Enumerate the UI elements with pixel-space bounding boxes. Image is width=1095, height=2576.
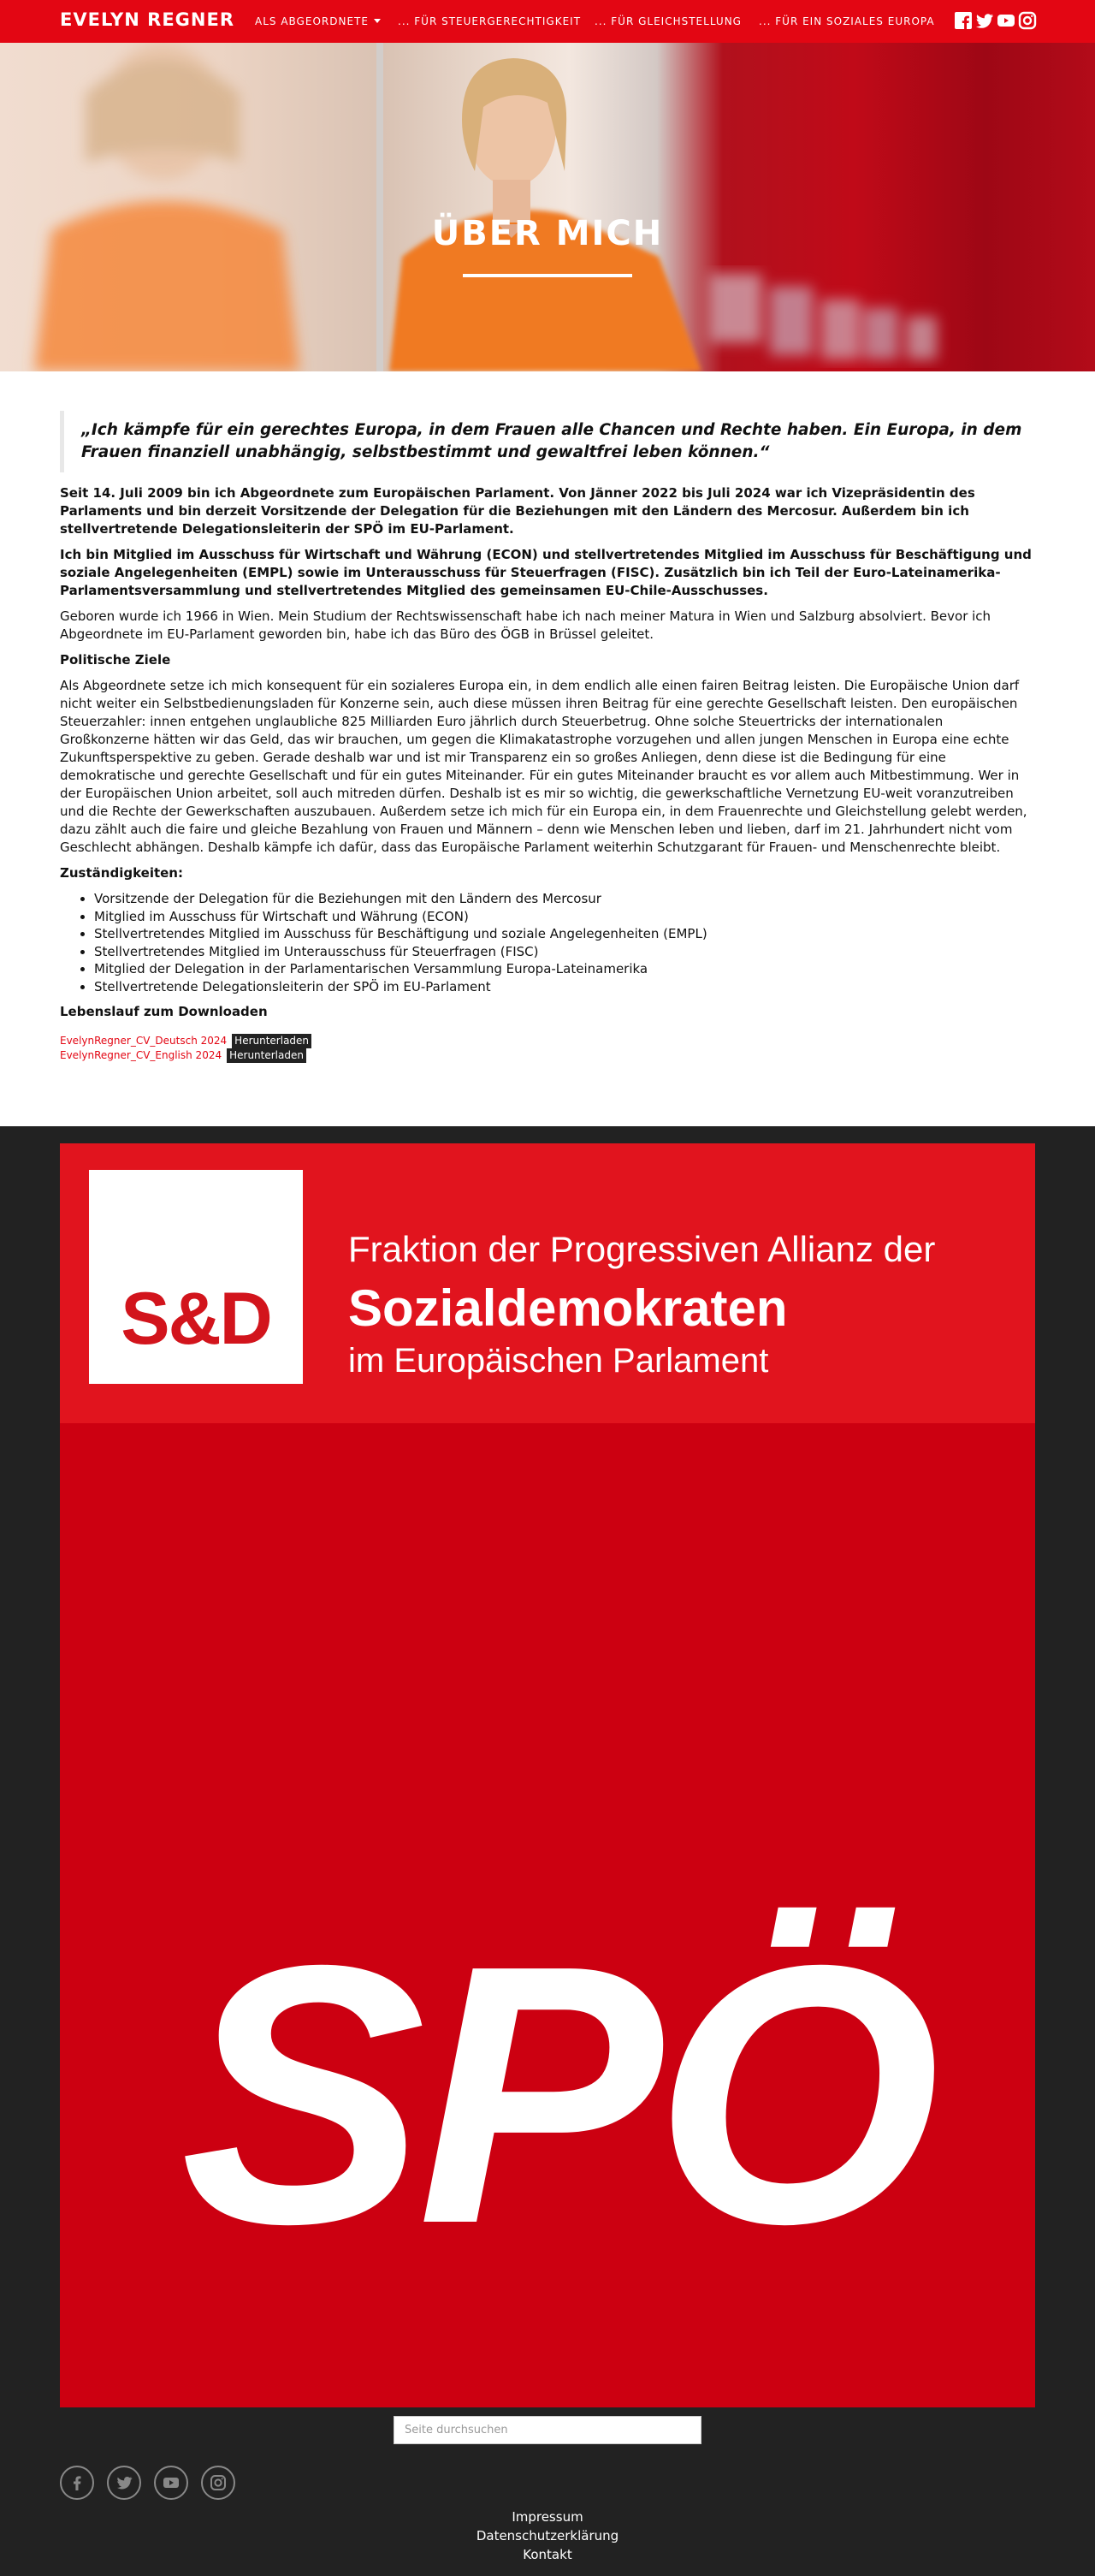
footer-link-label[interactable]: Kontakt (523, 2547, 572, 2562)
site-brand[interactable]: EVELYN REGNER (60, 9, 234, 30)
nav-item-gleichstellung[interactable]: ... FÜR GLEICHSTELLUNG (595, 15, 742, 27)
bio-paragraph-committees: Ich bin Mitglied im Ausschuss für Wirtschaft und Währung (ECON) und stellvertretendes Mitglied im Ausschuss für Beschäftigung und soziale Angelegenheiten (EMPL) sowie im Unterausschuss für Steuerfragen (FISC). Zusätzlich bin ich Teil der Euro-Lateinamerika-Parlamentsversammlung und stellvertretendes Mitglied des gemeinsamen EU-Chile-Ausschusses. (60, 547, 1032, 598)
instagram-icon[interactable] (1018, 11, 1037, 30)
hero-banner (0, 43, 1095, 371)
nav-item-soziales-europa[interactable]: ... FÜR EIN SOZIALES EUROPA (759, 15, 935, 27)
footer-link-kontakt[interactable] (0, 2547, 1095, 2562)
twitter-icon (115, 2474, 133, 2491)
download-row (60, 1034, 1035, 1048)
youtube-icon[interactable] (997, 11, 1015, 30)
search-input[interactable] (394, 2416, 701, 2444)
cv-file-link-english[interactable]: EvelynRegner_CV_English 2024 (60, 1049, 222, 1061)
spo-logo-mark: SPÖ (180, 1890, 932, 2300)
footer-twitter-button[interactable] (107, 2466, 141, 2500)
cv-file-link-deutsch[interactable]: EvelynRegner_CV_Deutsch 2024 (60, 1035, 228, 1047)
nav-item-als-abgeordnete[interactable] (255, 15, 381, 27)
bio-paragraph-background: Geboren wurde ich 1966 in Wien. Mein Studium der Rechtswissenschaft habe ich nach meiner Matura in Wien und Salzburg absolviert. Bevor ich Abgeordnete im EU-Parlament geworden bin, habe ich das Büro des ÖGB in Brüssel geleitet. (60, 608, 991, 642)
facebook-icon (68, 2474, 86, 2491)
list-item: • Stellvertretende Delegationsleiterin der SPÖ im EU-Parlament (94, 978, 1035, 996)
download-row (60, 1048, 1035, 1063)
nav-item-steuergerechtigkeit[interactable]: ... FÜR STEUERGERECHTIGKEIT (398, 15, 582, 27)
list-item: • Mitglied der Delegation in der Parlamentarischen Versammlung Europa-Lateinamerika (94, 960, 1035, 978)
list-item: • Stellvertretendes Mitglied im Ausschuss für Beschäftigung und soziale Angelegenheiten (EMPL) (94, 925, 1035, 943)
spo-party-logo[interactable] (60, 1423, 1035, 2407)
sd-logo-mark: S&D (121, 1278, 271, 1360)
bio-paragraph-parliament: Seit 14. Juli 2009 bin ich Abgeordnete zum Europäischen Parlament. Von Jänner 2022 bis Juli 2024 war ich Vizepräsidentin des Parlaments und bin derzeit Vorsitzende der Delegation für die Beziehungen mit den Ländern des Mercosur. Außerdem bin ich stellvertretende Delegationsleiterin der SPÖ im EU-Parlament. (60, 485, 975, 537)
site-footer (0, 1126, 1095, 2576)
top-navbar (0, 0, 1095, 43)
duties-heading: Zuständigkeiten: (60, 865, 183, 881)
list-item: • Stellvertretendes Mitglied im Unterausschuss für Steuerfragen (FISC) (94, 943, 1035, 961)
footer-link-datenschutz[interactable] (0, 2528, 1095, 2543)
page-title: ÜBER MICH (431, 214, 664, 253)
goals-heading: Politische Ziele (60, 652, 171, 668)
sd-logo-line2: Sozialdemokraten (348, 1279, 788, 1337)
list-item: • Mitglied im Ausschuss für Wirtschaft und Währung (ECON) (94, 908, 1035, 926)
footer-link-label[interactable]: Datenschutzerklärung (476, 2528, 619, 2543)
sd-logo-box (89, 1170, 303, 1384)
cv-heading: Lebenslauf zum Downloaden (60, 1004, 268, 1019)
footer-instagram-button[interactable] (201, 2466, 235, 2500)
list-item: • Vorsitzende der Delegation für die Beziehungen mit den Ländern des Mercosur (94, 890, 1035, 908)
title-underline (463, 274, 632, 277)
sd-logo-line1: Fraktion der Progressiven Allianz der (348, 1229, 936, 1269)
sd-group-logo[interactable] (60, 1143, 1035, 1423)
instagram-icon (210, 2474, 227, 2491)
footer-facebook-button[interactable] (60, 2466, 94, 2500)
twitter-icon[interactable] (975, 11, 994, 30)
duties-list (94, 890, 1035, 995)
caret-down-icon (374, 19, 381, 23)
quote-text: „Ich kämpfe für ein gerechtes Europa, in dem Frauen alle Chancen und Rechte haben. Ein Europa, in dem Frauen finanziell unabhängig, selbstbestimmt und gewaltfrei leben können.“ (81, 421, 1022, 461)
hero-portrait-image (0, 43, 1095, 371)
nav-item-label: ALS ABGEORDNETE (255, 15, 369, 27)
sd-logo-line3: im Europäischen Parlament (348, 1342, 769, 1380)
facebook-icon[interactable] (954, 11, 973, 30)
youtube-icon (163, 2474, 180, 2491)
footer-link-impressum[interactable] (0, 2509, 1095, 2525)
footer-link-label[interactable]: Impressum (512, 2509, 583, 2525)
intro-quote (60, 411, 1035, 472)
download-button-deutsch[interactable]: Herunterladen (232, 1034, 311, 1048)
goals-paragraph: Als Abgeordnete setze ich mich konsequent für ein sozialeres Europa ein, in dem endlich alle einen fairen Beitrag leisten. Die Europäische Union darf nicht weiter ein Selbstbedienungsladen für Konzerne sein, auch diese müssen ihren Beitrag für eine gerechte Gesellschaft leisten. Den europäischen Steuerzahler: innen entgehen unglaubliche 825 Milliarden Euro jährlich durch Steuerbetrug. Ohne solche Steuertricks der internationalen Großkonzerne hätten wir das Geld, das wir brauchen, um gegen die Klimakatastrophe vorzugehen und allen jungen Menschen in Europa eine echte Zukunftsperspektive zu geben. Gerade deshalb war und ist mir Transparenz ein so großes Anliegen, denn diese ist die Bedingung für eine demokratische und gerechte Gesellschaft und für ein gutes Miteinander. Für ein gutes Miteinander braucht es vor allem auch Mitbestimmung. Wer in der Europäischen Union arbeitet, soll auch mitreden dürfen. Deshalb ist es mir so wichtig, die gewerkschaftliche Vernetzung EU-weit voranzutreiben und die Rechte der Gewerkschaften auszubauen. Außerdem setze ich mich für ein Europa ein, in dem Frauenrechte und Gleichstellung gelebt werden, dazu zählt auch die faire und gleiche Bezahlung von Frauen und Männern – denn wie Menschen leben und lieben, darf im 21. Jahrhundert nicht vom Geschlecht abhängen. Deshalb kämpfe ich dafür, dass das Europäische Parlament weiterhin Schutzgarant für Frauen- und Menschenrechte bleibt. (60, 678, 1027, 855)
footer-youtube-button[interactable] (154, 2466, 188, 2500)
main-content (60, 411, 1035, 1063)
download-button-english[interactable]: Herunterladen (227, 1048, 306, 1063)
